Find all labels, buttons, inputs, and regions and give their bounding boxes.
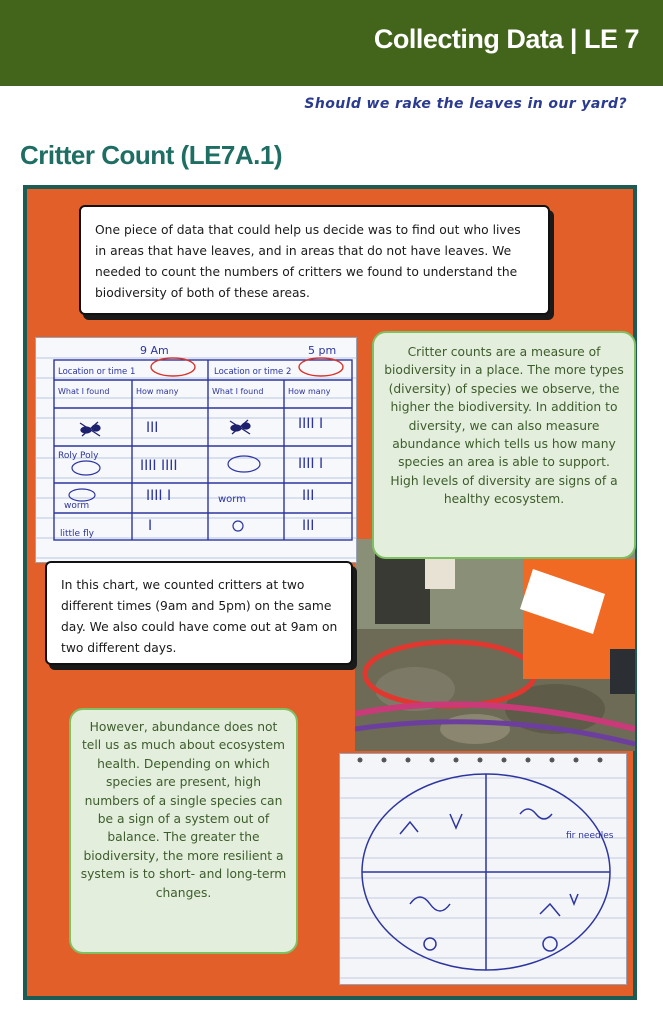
circle-sketch-annotation: fir needles [566, 831, 614, 841]
tally-subheader-1: What I found [58, 387, 110, 396]
tally-subheader-3: What I found [212, 387, 264, 396]
circle-sketch-drawing [340, 754, 627, 985]
tally-header-1: Location or time 1 [58, 367, 136, 377]
page-header-title: Collecting Data | LE 7 [373, 24, 639, 54]
intro-text: One piece of data that could help us decide was to find out who lives in areas that have leaves, and in areas that do not have leaves. We needed to count the numbers of critters we found to understand the biodiversity of both of these areas. [95, 223, 521, 300]
tally-count-r2-2: IIII I [298, 456, 324, 472]
tally-critter-r4-1: little fly [60, 529, 94, 539]
tally-count-r3-1: IIII I [146, 488, 172, 504]
tally-count-r2-1: IIII IIII [140, 458, 178, 474]
tally-subheader-4: How many [288, 387, 331, 396]
definition-text: Critter counts are a measure of biodiversity in a place. The more types (diversity) of species we observe, the higher the biodiversity. In addition to diversity, we can also measure abundance which tells us how many species an area is able to support. High levels of diversity are signs of a healthy ecosystem. [384, 345, 624, 507]
tally-subheader-2: How many [136, 387, 179, 396]
tally-critter-r2-1: Roly Poly [58, 451, 99, 461]
header-bar [0, 0, 663, 86]
field-photo [355, 539, 635, 751]
tally-time1: 9 Am [140, 344, 169, 357]
chart-explanation-card [45, 561, 353, 665]
intro-card [79, 205, 550, 315]
tally-header-2: Location or time 2 [214, 367, 292, 377]
circle-sketch-photo [339, 753, 627, 985]
tally-critter-r3-1: worm [64, 501, 90, 511]
abundance-card [69, 708, 298, 954]
content-panel [23, 185, 637, 1000]
tally-count-r3-2: III [302, 488, 315, 504]
chart-explanation-text: In this chart, we counted critters at two different times (9am and 5pm) on the same day. We also could have come out at 9am on two different days. [61, 578, 338, 655]
guiding-question: Should we rake the leaves in our yard? [304, 96, 627, 112]
definition-card [372, 331, 636, 559]
tally-count-r4-1: I [148, 518, 153, 534]
field-photo-image [355, 539, 635, 751]
tally-count-r4-2: III [302, 518, 315, 534]
tally-sheet-drawing [36, 338, 357, 563]
tally-critter-r3-2: worm [218, 494, 246, 505]
tally-count-r1-1: III [146, 420, 159, 436]
tally-sheet-photo [35, 337, 357, 563]
section-title: Critter Count (LE7A.1) [20, 140, 282, 170]
tally-time2: 5 pm [308, 344, 337, 357]
abundance-text: However, abundance does not tell us as much about ecosystem health. Depending on which species are present, high numbers of a single species can be a sign of a system out of balance. The greater the biodiversity, the more resilient a system is to short- and long-term changes. [80, 720, 287, 900]
tally-count-r1-2: IIII I [298, 416, 324, 432]
